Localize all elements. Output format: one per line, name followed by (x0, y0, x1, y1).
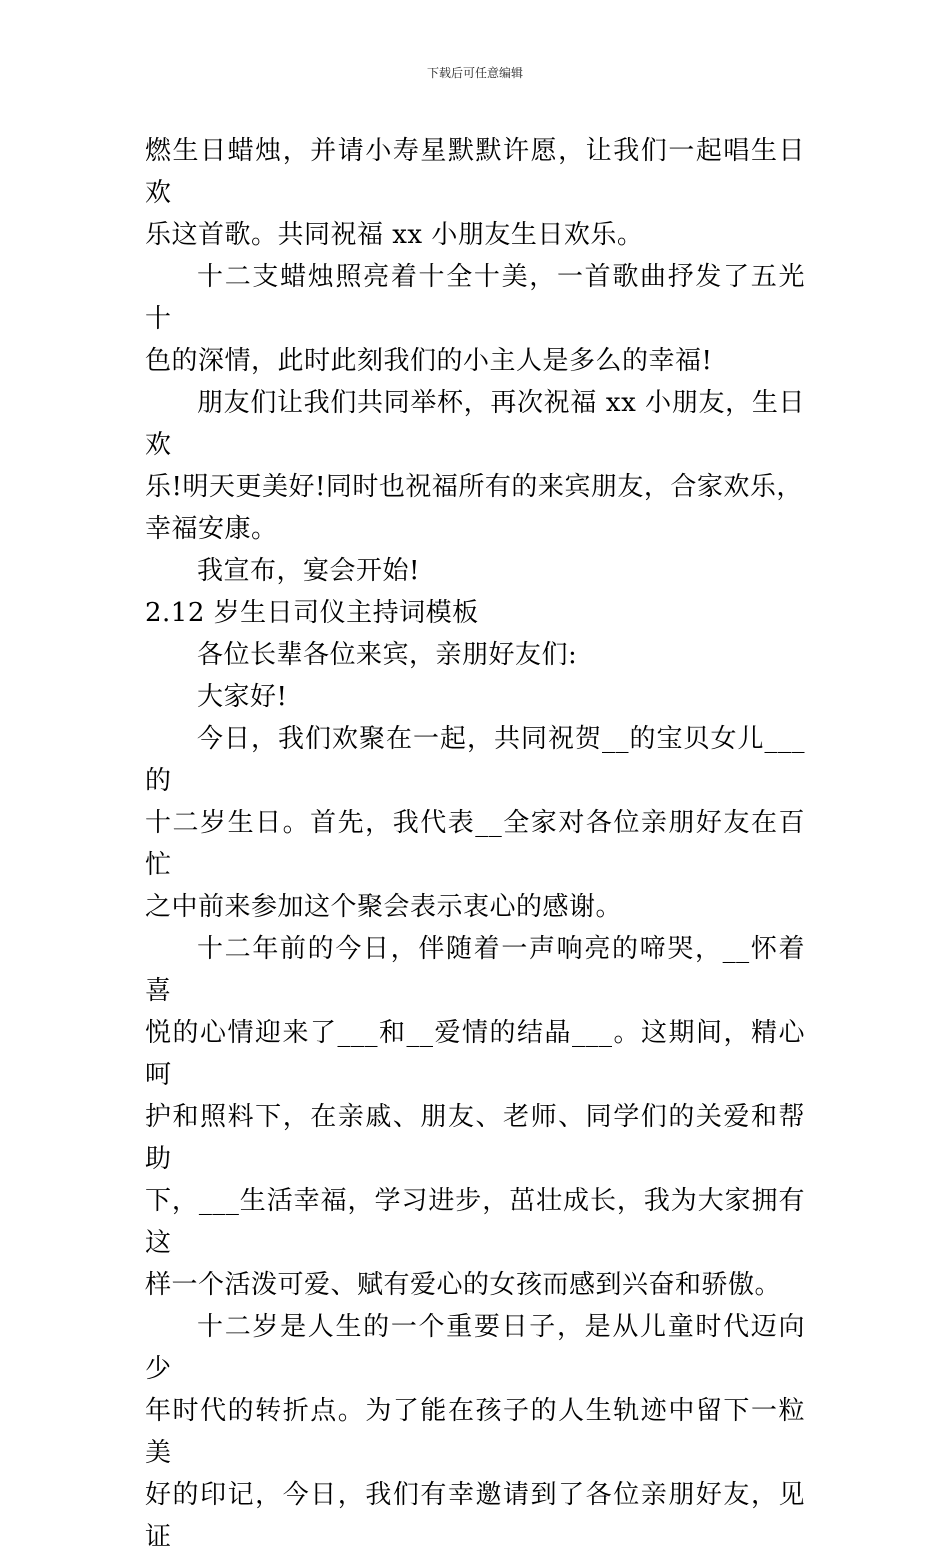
text-line: 各位长辈各位来宾，亲朋好友们: (197, 640, 578, 670)
text-line: 十二支蜡烛照亮着十全十美，一首歌曲抒发了五光十 (145, 262, 805, 334)
paragraph-4 (145, 550, 805, 592)
text-line: 十二年前的今日，伴随着一声响亮的啼哭，__怀着喜 (145, 934, 805, 1006)
text-line: 乐这首歌。共同祝福 xx 小朋友生日欢乐。 (145, 220, 644, 250)
text-line: 之中前来参加这个聚会表示衷心的感谢。 (145, 892, 623, 922)
text-line: 十二岁是人生的一个重要日子，是从儿童时代迈向少 (145, 1312, 805, 1384)
text-line: 悦的心情迎来了___和__爱情的结晶___。这期间，精心呵 (145, 1018, 805, 1090)
paragraph-3 (145, 382, 805, 550)
paragraph-2 (145, 256, 805, 382)
text-line: 2.12 岁生日司仪主持词模板 (145, 598, 479, 628)
text-line: 乐!明天更美好!同时也祝福所有的来宾朋友，合家欢乐， (145, 472, 803, 502)
page-header: 下载后可任意编辑 (426, 66, 523, 80)
paragraph-7 (145, 718, 805, 928)
paragraph-8 (145, 928, 805, 1306)
text-line: 我宣布，宴会开始! (197, 556, 420, 586)
text-line: 燃生日蜡烛，并请小寿星默默许愿，让我们一起唱生日欢 (145, 136, 805, 208)
paragraph-1 (145, 130, 805, 256)
section-heading (145, 592, 805, 634)
text-line: 朋友们让我们共同举杯，再次祝福 xx 小朋友，生日欢 (145, 388, 805, 460)
text-line: 好的印记，今日，我们有幸邀请到了各位亲朋好友，见证 (145, 1480, 805, 1552)
text-line: 护和照料下，在亲戚、朋友、老师、同学们的关爱和帮助 (145, 1102, 805, 1174)
paragraph-hello (145, 676, 805, 718)
text-line: 幸福安康。 (145, 514, 278, 544)
text-line: 年时代的转折点。为了能在孩子的人生轨迹中留下一粒美 (145, 1396, 805, 1468)
text-line: 色的深情，此时此刻我们的小主人是多么的幸福! (145, 346, 713, 376)
text-line: 下，___生活幸福，学习进步，茁壮成长，我为大家拥有这 (145, 1186, 805, 1258)
text-line: 样一个活泼可爱、赋有爱心的女孩而感到兴奋和骄傲。 (145, 1270, 782, 1300)
text-line: 大家好! (197, 682, 288, 712)
text-line: 十二岁生日。首先，我代表__全家对各位亲朋好友在百忙 (145, 808, 805, 880)
paragraph-greeting (145, 634, 805, 676)
text-line: 今日，我们欢聚在一起，共同祝贺__的宝贝女儿___的 (145, 724, 805, 796)
